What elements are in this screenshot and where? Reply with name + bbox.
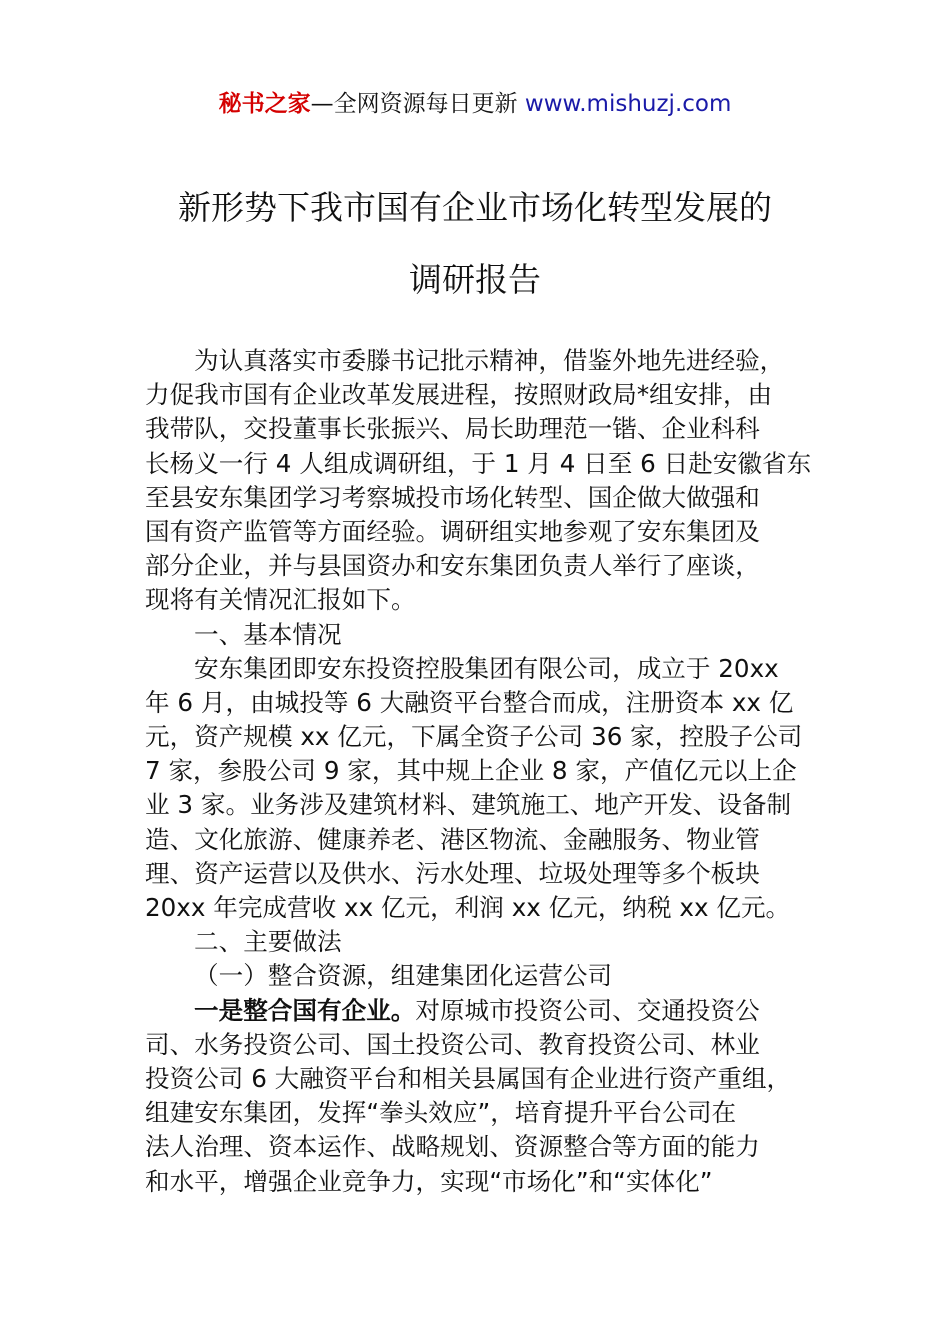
intro-line: 力促我市国有企业改革发展进程，按照财政局*组安排，由: [145, 380, 773, 410]
report-title-line-1: 新形势下我市国有企业市场化转型发展的: [178, 188, 772, 227]
basic-line: 年 6 月，由城投等 6 大融资平台整合而成，注册资本 xx 亿: [145, 687, 794, 717]
basic-line: 理、资产运营以及供水、污水处理、垃圾处理等多个板块: [145, 858, 760, 888]
basic-line: 元，资产规模 xx 亿元，下属全资子公司 36 家，控股子公司: [145, 722, 803, 752]
item1-line: 组建安东集团，发挥“拳头效应”，培育提升平台公司在: [145, 1098, 737, 1128]
subsection-heading: （一）整合资源，组建集团化运营公司: [194, 961, 613, 991]
intro-line: 为认真落实市委滕书记批示精神，借鉴外地先进经验，: [194, 346, 785, 375]
intro-line: 国有资产监管等方面经验。调研组实地参观了安东集团及: [145, 516, 760, 546]
brand-name: 秘书之家: [218, 91, 311, 117]
intro-line: 至县安东集团学习考察城投市场化转型、国企做大做强和: [145, 482, 760, 512]
item1-line: 和水平，增强企业竞争力，实现“市场化”和“实体化”: [145, 1166, 713, 1196]
basic-line: 业 3 家。业务涉及建筑材料、建筑施工、地产开发、设备制: [145, 790, 792, 820]
intro-line: 现将有关情况汇报如下。: [145, 585, 416, 615]
header-tagline: —全网资源每日更新: [310, 91, 525, 117]
item1-lead: 一是整合国有企业。: [194, 995, 416, 1025]
basic-line: 造、文化旅游、健康养老、港区物流、金融服务、物业管: [145, 824, 760, 854]
item1-line: 法人治理、资本运作、战略规划、资源整合等方面的能力: [145, 1132, 760, 1162]
intro-line: 我带队，交投董事长张振兴、局长助理范一锴、企业科科: [145, 414, 760, 444]
site-header: [0, 88, 950, 120]
item1-line: 司、水务投资公司、国土投资公司、教育投资公司、林业: [145, 1029, 760, 1059]
basic-line: 7 家，参股公司 9 家，其中规上企业 8 家，产值亿元以上企: [145, 756, 797, 786]
section-heading-practices: 二、主要做法: [194, 927, 342, 957]
report-body: [145, 344, 815, 1199]
item1-line: 投资公司 6 大融资平台和相关县属国有企业进行资产重组，: [145, 1063, 792, 1093]
intro-line: 部分企业，并与县国资办和安东集团负责人举行了座谈，: [145, 551, 760, 581]
basic-line: 20xx 年完成营收 xx 亿元，利润 xx 亿元，纳税 xx 亿元。: [145, 893, 791, 922]
item1-text: 对原城市投资公司、交通投资公: [415, 995, 760, 1025]
site-url-link[interactable]: www.mishuzj.com: [524, 91, 732, 117]
report-title-line-2: 调研报告: [409, 260, 541, 299]
basic-line: 安东集团即安东投资控股集团有限公司，成立于 20xx: [194, 653, 779, 683]
section-heading-basic: 一、基本情况: [194, 619, 342, 649]
item1-first-line: [145, 994, 815, 1028]
intro-line: 长杨义一行 4 人组成调研组，于 1 月 4 日至 6 日赴安徽省东: [145, 448, 812, 478]
